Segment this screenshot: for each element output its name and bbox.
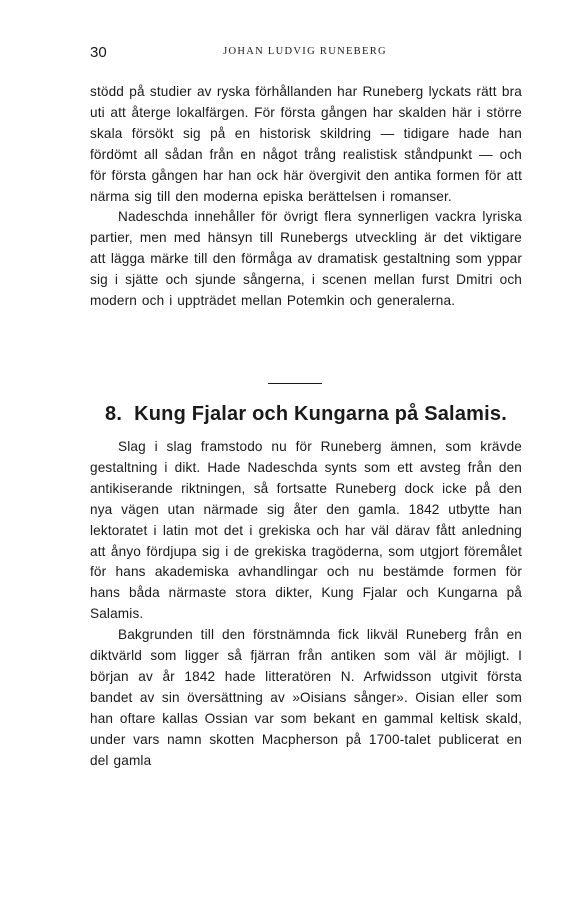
- paragraph: Nadeschda innehåller för övrigt flera synnerligen vackra lyriska partier, men med hänsyn till Runebergs utveckling är det viktigare att lägga märke till den förmåga av dramatisk gestaltning som yppar sig i sjätte och sjunde sångerna, i scenen mellan furst Dmitri och modern och i uppträdet mellan Potemkin och generalerna.: [90, 209, 522, 309]
- text-block-continuation: [90, 82, 522, 312]
- paragraph: Bakgrunden till den förstnämnda fick likväl Runeberg från en diktvärld som ligger så fjärran från antiken som väl är möjligt. I början av år 1842 hade litteratören N. Arfwidsson utgivit första bandet av sin översättning av »Oisians sånger». Oisian eller som han oftare kallas Ossian var som bekant en gammal keltisk skald, under vars namn skotten Macpherson på 1700-talet publicerat en del gamla: [90, 627, 522, 768]
- paragraph: stödd på studier av ryska förhållanden har Runeberg lyckats rätt bra uti att återge lokalfärgen. För första gången har skalden här i större skala försökt sig på en historisk skildring — tidigare hade han fördömt all sådan från en något trång realistisk ståndpunkt — och för första gången har han ock här övergivit den antika formen för att närma sig till den moderna episka berättelsen i romanser.: [90, 84, 522, 204]
- section-divider: [268, 383, 322, 384]
- paragraph: Slag i slag framstodo nu för Runeberg ämnen, som krävde gestaltning i dikt. Hade Nadeschda synts som ett avsteg från den antikiserande riktningen, så fortsatte Runeberg dock icke på den nya vägen utan närmade sig åter den gamla. 1842 utbytte han lektoratet i latin mot det i grekiska och har väl därav fått anledning att ånyo fördjupa sig i de grekiska tragöderna, som utgjort föremålet för hans akademiska avhandlingar och nu bestämde formen för hans båda närmaste stora dikter, Kung Fjalar och Kungarna på Salamis.: [90, 439, 522, 622]
- page-number: 30: [90, 44, 107, 61]
- chapter-number: 8.: [105, 403, 123, 425]
- running-title: JOHAN LUDVIG RUNEBERG: [223, 46, 387, 57]
- chapter-title: Kung Fjalar och Kungarna på Salamis.: [134, 403, 507, 425]
- chapter-heading: [90, 403, 522, 426]
- text-block-chapter: [90, 437, 522, 772]
- running-head: [90, 44, 520, 62]
